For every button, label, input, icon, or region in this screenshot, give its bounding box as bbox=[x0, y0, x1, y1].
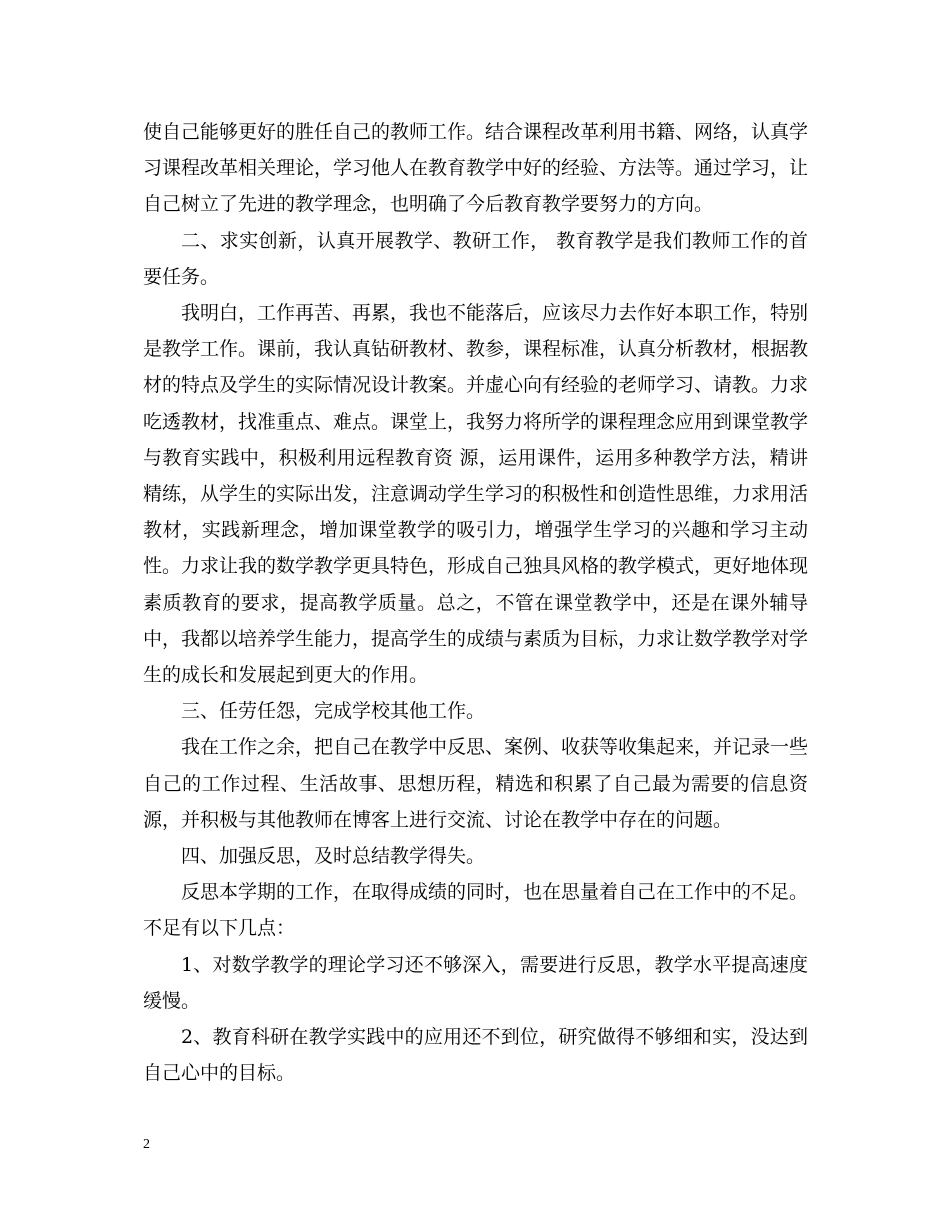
list-item-shortcoming-1: 1、对数学教学的理论学习还不够深入，需要进行反思，教学水平提高速度缓慢。 bbox=[143, 953, 808, 1012]
paragraph-teaching-work: 我明白，工作再苦、再累，我也不能落后，应该尽力去作好本职工作，特别是教学工作。课前，我认真钻研教材、教参，课程标准，认真分析教材，根据教材的特点及学生的实际情况设计教案。并虚心向有经验的老师学习、请教。力求吃透教材，找准重点、难点。课堂上，我努力将所学的课程理念应用到课堂教学与教育实践中，积极利用远程教育资 源，运用课件，运用多种教学方法，精讲精练，从学生的实际出发，注意调动学生学习的积极性和创造性思维，力求用活教材，实践新理念，增加课堂教学的吸引力，增强学生学习的兴趣和学习主动性。力求让我的数学教学更具特色，形成自己独具风格的教学模式，更好地体现素质教育的要求，提高教学质量。总之，不管在课堂教学中，还是在课外辅导中，我都以培养学生能力，提高学生的成绩与素质为目标，力求让数学教学对学生的成长和发展起到更大的作用。 bbox=[143, 302, 809, 687]
paragraph-continuation: 使自己能够更好的胜任自己的教师工作。结合课程改革利用书籍、网络，认真学习课程改革相关理论，学习他人在教育教学中好的经验、方法等。通过学习，让自己树立了先进的教学理念，也明确了今后教育教学要努力的方向。 bbox=[143, 121, 809, 216]
paragraph-reflection: 反思本学期的工作，在取得成绩的同时，也在思量着自己在工作中的不足。不足有以下几点： bbox=[143, 881, 809, 940]
heading-section-2: 二、求实创新，认真开展教学、教研工作， 教育教学是我们教师工作的首要任务。 bbox=[143, 229, 808, 288]
page-number: 2 bbox=[143, 1137, 150, 1152]
body-text bbox=[143, 114, 808, 1091]
heading-section-4: 四、加强反思，及时总结教学得失。 bbox=[181, 845, 486, 868]
heading-section-3: 三、任劳任怨，完成学校其他工作。 bbox=[181, 700, 486, 723]
list-item-shortcoming-2: 2、教育科研在教学实践中的应用还不到位，研究做得不够细和实，没达到自己心中的目标。 bbox=[143, 1026, 808, 1085]
paragraph-other-work: 我在工作之余，把自己在教学中反思、案例、收获等收集起来，并记录一些自己的工作过程、生活故事、思想历程，精选和积累了自己最为需要的信息资源，并积极与其他教师在博客上进行交流、讨论在教学中存在的问题。 bbox=[143, 736, 809, 831]
